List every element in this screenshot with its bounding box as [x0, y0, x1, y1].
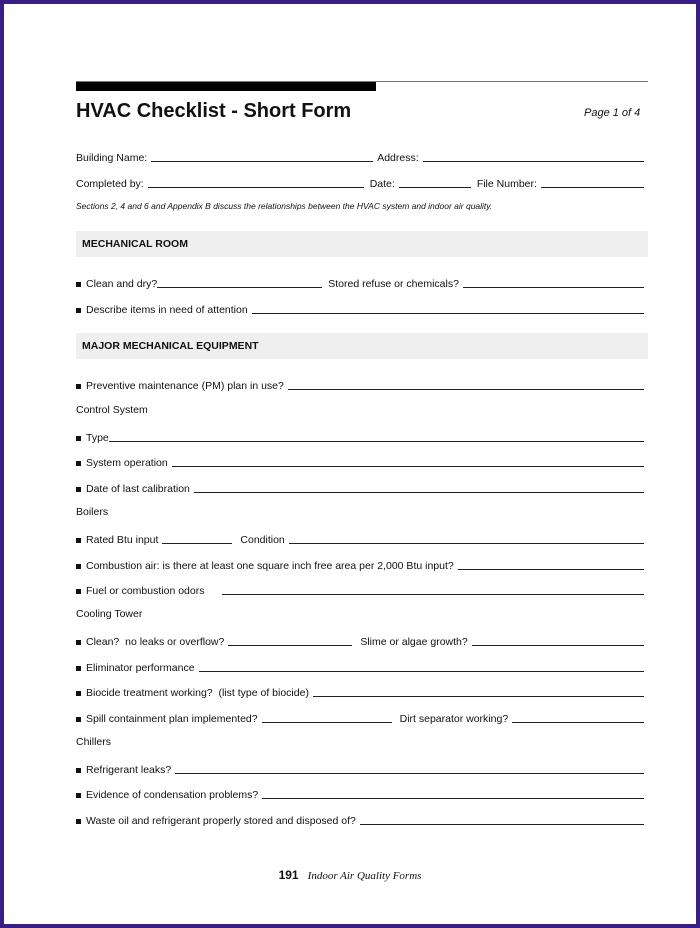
address-label: Address: [377, 152, 419, 164]
bullet-icon [76, 768, 81, 773]
system-operation-field[interactable] [172, 466, 644, 467]
completed-date-row [76, 174, 648, 190]
completed-by-field[interactable] [148, 187, 364, 188]
page-number-label: Page 1 of 4 [584, 107, 641, 119]
bullet-icon [76, 666, 81, 671]
system-operation-row [76, 453, 648, 469]
combustion-air-field[interactable] [458, 569, 644, 570]
slime-algae-field[interactable] [472, 645, 644, 646]
pm-plan-field[interactable] [288, 389, 644, 390]
rated-btu-row [76, 530, 648, 546]
system-operation-label: System operation [86, 457, 168, 469]
stored-refuse-label: Stored refuse or chemicals? [328, 278, 459, 290]
spill-plan-field[interactable] [262, 722, 392, 723]
waste-oil-row [76, 811, 648, 827]
building-address-row [76, 148, 648, 164]
date-label: Date: [369, 178, 395, 190]
refrigerant-leaks-field[interactable] [175, 773, 644, 774]
condition-field[interactable] [289, 543, 644, 544]
type-field[interactable] [109, 441, 644, 442]
condensation-field[interactable] [262, 798, 644, 799]
cooling-tower-subheading: Cooling Tower [76, 608, 143, 620]
completed-by-label: Completed by: [76, 178, 144, 190]
document-page [4, 4, 696, 924]
biocide-label: Biocide treatment working? (list type of biocide) [86, 687, 309, 699]
type-row [76, 428, 648, 444]
rated-btu-field[interactable] [162, 543, 232, 544]
bullet-icon [76, 717, 81, 722]
combustion-air-row [76, 556, 648, 572]
bullet-icon [76, 282, 81, 287]
eliminator-row [76, 658, 648, 674]
file-number-label: File Number: [476, 178, 537, 190]
top-rule-bar [76, 82, 376, 91]
describe-items-row [76, 300, 648, 316]
major-equipment-heading: MAJOR MECHANICAL EQUIPMENT [76, 333, 648, 359]
building-name-field[interactable] [151, 161, 373, 162]
eliminator-field[interactable] [199, 671, 644, 672]
sections-note: Sections 2, 4 and 6 and Appendix B discuss the relationships between the HVAC system and indoor air quality. [76, 201, 493, 211]
bullet-icon [76, 436, 81, 441]
clean-dry-label: Clean and dry? [86, 278, 158, 290]
bullet-icon [76, 538, 81, 543]
last-calibration-field[interactable] [194, 492, 644, 493]
refrigerant-leaks-label: Refrigerant leaks? [86, 764, 172, 776]
footer-text: Indoor Air Quality Forms [307, 870, 422, 882]
fuel-odors-label: Fuel or combustion odors [86, 585, 205, 597]
bullet-icon [76, 308, 81, 313]
boilers-subheading: Boilers [76, 506, 109, 518]
bullet-icon [76, 564, 81, 569]
combustion-air-label: Combustion air: is there at least one square inch free area per 2,000 Btu input? [86, 560, 454, 572]
clean-leaks-field[interactable] [228, 645, 352, 646]
control-system-subheading: Control System [76, 404, 148, 416]
bullet-icon [76, 640, 81, 645]
bullet-icon [76, 384, 81, 389]
date-field[interactable] [399, 187, 471, 188]
clean-dry-row [76, 274, 648, 290]
condition-label: Condition [240, 534, 285, 546]
page-title: HVAC Checklist - Short Form [76, 100, 352, 122]
building-name-label: Building Name: [76, 152, 148, 164]
waste-oil-field[interactable] [360, 824, 644, 825]
footer-page-number: 191 [278, 868, 299, 882]
waste-oil-label: Waste oil and refrigerant properly stored and disposed of? [86, 815, 356, 827]
page-footer [4, 868, 696, 882]
biocide-row [76, 683, 648, 699]
stored-refuse-field[interactable] [463, 287, 644, 288]
last-calibration-row [76, 479, 648, 495]
clean-dry-field[interactable] [157, 287, 322, 288]
address-field[interactable] [423, 161, 644, 162]
bullet-icon [76, 461, 81, 466]
bullet-icon [76, 691, 81, 696]
clean-leaks-label: Clean? no leaks or overflow? [86, 636, 225, 648]
last-calibration-label: Date of last calibration [86, 483, 190, 495]
rated-btu-label: Rated Btu input [86, 534, 159, 546]
spill-plan-row [76, 709, 648, 725]
pm-plan-row [76, 376, 648, 392]
biocide-field[interactable] [313, 696, 644, 697]
bullet-icon [76, 589, 81, 594]
slime-algae-label: Slime or algae growth? [360, 636, 468, 648]
fuel-odors-row [76, 581, 648, 597]
bullet-icon [76, 793, 81, 798]
chillers-subheading: Chillers [76, 736, 112, 748]
describe-items-label: Describe items in need of attention [86, 304, 248, 316]
type-label: Type [86, 432, 109, 444]
clean-leaks-row [76, 632, 648, 648]
dirt-separator-field[interactable] [512, 722, 644, 723]
condensation-label: Evidence of condensation problems? [86, 789, 259, 801]
describe-items-field[interactable] [252, 313, 644, 314]
bullet-icon [76, 819, 81, 824]
spill-plan-label: Spill containment plan implemented? [86, 713, 258, 725]
eliminator-label: Eliminator performance [86, 662, 195, 674]
dirt-separator-label: Dirt separator working? [399, 713, 509, 725]
refrigerant-leaks-row [76, 760, 648, 776]
fuel-odors-field[interactable] [222, 594, 644, 595]
pm-plan-label: Preventive maintenance (PM) plan in use? [86, 380, 284, 392]
file-number-field[interactable] [541, 187, 644, 188]
bullet-icon [76, 487, 81, 492]
condensation-row [76, 785, 648, 801]
mechanical-room-heading: MECHANICAL ROOM [76, 231, 648, 257]
